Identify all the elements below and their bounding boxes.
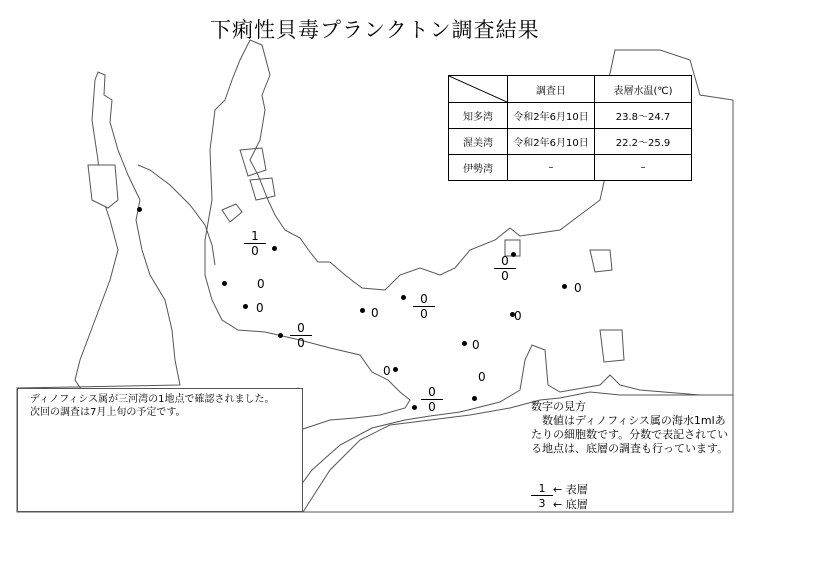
station-count: 0 — [574, 281, 582, 295]
survey-date: 令和2年6月10日 — [508, 129, 595, 155]
table-corner — [449, 76, 508, 103]
bay-name: 知多湾 — [449, 103, 508, 129]
legend — [531, 400, 731, 456]
station-dot — [243, 304, 248, 309]
surface-count: 0 — [421, 385, 443, 400]
island — [88, 165, 118, 208]
surface-count: 0 — [413, 292, 435, 307]
station-dot — [360, 308, 365, 313]
station-dot — [393, 367, 398, 372]
station-dot — [278, 333, 283, 338]
station-fraction — [244, 229, 266, 258]
table-row — [449, 103, 692, 129]
station-dot — [562, 284, 567, 289]
water-temp: 22.2〜25.9 — [595, 129, 692, 155]
survey-date: – — [508, 155, 595, 181]
header-temp: 表層水温(℃) — [595, 76, 692, 103]
legend-key — [531, 481, 588, 511]
bay-name: 渥美湾 — [449, 129, 508, 155]
station-count: 0 — [472, 338, 480, 352]
station-dot — [137, 207, 142, 212]
station-dot — [401, 295, 406, 300]
station-count: 0 — [256, 301, 264, 315]
station-count: 0 — [478, 370, 486, 384]
surface-count: 0 — [494, 254, 516, 269]
survey-date: 令和2年6月10日 — [508, 103, 595, 129]
note-line: ディノフィシス属が三河湾の1地点で確認されました。 — [30, 394, 275, 405]
station-dot — [412, 405, 417, 410]
legend-bottom-label: ← 底層 — [553, 497, 588, 511]
table-row — [449, 155, 692, 181]
water-temp: – — [595, 155, 692, 181]
table-row — [449, 129, 692, 155]
note-line: 次回の調査は7月上旬の予定です。 — [30, 407, 186, 418]
bottom-count: 0 — [428, 400, 436, 414]
station-fraction — [494, 254, 516, 283]
page-title: 下痢性貝毒プランクトン調査結果 — [210, 18, 540, 42]
bottom-count: 0 — [251, 244, 259, 258]
bottom-count: 0 — [297, 336, 305, 350]
bottom-count: 0 — [420, 307, 428, 321]
station-fraction — [413, 292, 435, 321]
water-temp: 23.8〜24.7 — [595, 103, 692, 129]
station-dot — [472, 396, 477, 401]
bottom-count: 0 — [501, 269, 509, 283]
legend-surface-label: ← 表層 — [553, 482, 588, 496]
survey-table — [448, 75, 692, 181]
station-dot — [272, 246, 277, 251]
station-count: 0 — [383, 364, 391, 378]
bay-name: 伊勢湾 — [449, 155, 508, 181]
surface-count: 0 — [290, 321, 312, 336]
legend-surface-value: 1 — [531, 482, 553, 496]
legend-heading: 数字の見方 — [531, 400, 586, 413]
header-date: 調査日 — [508, 76, 595, 103]
coastline-peninsula — [138, 165, 215, 265]
station-count: 0 — [514, 309, 522, 323]
station-count: 0 — [257, 277, 265, 291]
legend-bottom-value: 3 — [538, 497, 546, 510]
station-fraction — [421, 385, 443, 414]
station-dot — [222, 281, 227, 286]
station-count: 0 — [371, 306, 379, 320]
surface-count: 1 — [244, 229, 266, 244]
note-box — [17, 388, 303, 512]
station-fraction — [290, 321, 312, 350]
legend-body: 数値はディノフィシス属の海水1mlあたりの細胞数です。分数で表記されている地点は、底層の調査も行っています。 — [531, 414, 729, 455]
station-dot — [462, 341, 467, 346]
